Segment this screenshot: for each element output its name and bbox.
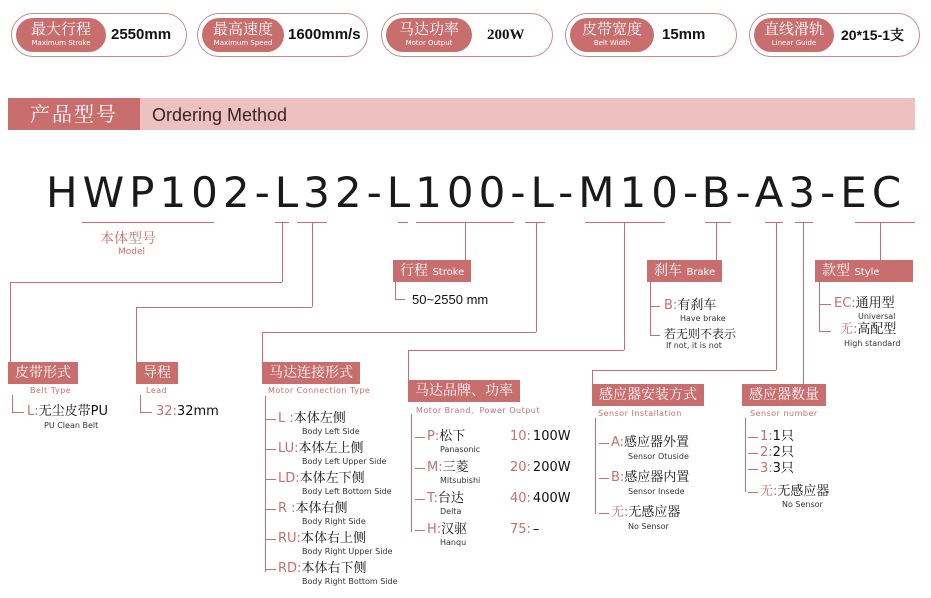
- connector-line: [650, 306, 660, 307]
- connector-line: [595, 418, 596, 514]
- connector-line: [819, 282, 820, 332]
- connector-line: [415, 468, 425, 469]
- option-value: 无尘皮带PU: [38, 404, 108, 419]
- connector-line: [140, 395, 141, 413]
- connector-line: [266, 419, 276, 420]
- option-value: 本体左侧: [293, 411, 346, 426]
- spec-value: 2550mm: [111, 26, 172, 43]
- spec-label-en: Linear Guide: [771, 39, 817, 47]
- connector-line: [282, 222, 283, 282]
- model-code: HWP102-L32-L100-L-M10-B-A3-EC: [46, 168, 907, 217]
- style-tag-en: Style: [854, 267, 880, 278]
- connector-line: [748, 469, 758, 470]
- spec-tag: [386, 18, 472, 52]
- sensor-num-tag: 感应器数量: [742, 384, 826, 406]
- connector-line: [880, 222, 881, 260]
- model-label: 本体型号: [100, 231, 156, 247]
- spec-pill-motor: [381, 13, 553, 57]
- style-tag: [815, 260, 913, 282]
- sensor-num-option-en: No Sensor: [782, 500, 823, 509]
- option-key: 20:: [510, 460, 531, 475]
- motor-brand-option-en: Delta: [440, 507, 462, 516]
- conn-option: [278, 441, 364, 457]
- connector-line: [136, 307, 312, 308]
- connector-line: [265, 396, 266, 572]
- style-option-ec-en: Universal: [858, 312, 896, 321]
- sensor-install-option: [611, 470, 689, 486]
- sensor-num-option: [760, 445, 794, 461]
- lead-tag-en: Lead: [146, 386, 168, 395]
- option-key: 2:: [760, 445, 773, 460]
- option-key: A:: [611, 435, 625, 450]
- motor-power-option: [510, 429, 571, 445]
- connector-line: [650, 282, 651, 336]
- brake-tag-en: Brake: [686, 267, 716, 278]
- conn-option: [278, 411, 346, 427]
- option-key: B:: [611, 470, 625, 485]
- option-key: 无:: [611, 505, 629, 520]
- spec-label: 最大行程: [30, 20, 91, 38]
- option-key: 1:: [760, 429, 773, 444]
- option-value: 松下: [439, 429, 466, 444]
- option-value: 2只: [772, 445, 794, 460]
- brake-tag: [647, 260, 722, 282]
- ordering-title: Ordering Method: [152, 105, 288, 125]
- stroke-range: 50~2550 mm: [412, 292, 489, 307]
- connector-line: [415, 437, 425, 438]
- spec-label-en: Maximum Stroke: [31, 39, 91, 47]
- option-value: 200W: [532, 460, 571, 475]
- spec-tag: [570, 18, 654, 52]
- connector-line: [12, 395, 13, 413]
- sensor-install-tag: 感应器安装方式: [592, 384, 704, 406]
- motor-brand-option-en: Hanqu: [440, 538, 467, 547]
- option-value: 1只: [772, 429, 794, 444]
- option-value: 本体左上侧: [298, 441, 364, 456]
- option-value: 100W: [532, 429, 571, 444]
- sensor-num-option: [760, 484, 829, 500]
- brake-tag-zh: 刹车: [654, 263, 682, 279]
- underline-motor-l: [525, 222, 545, 223]
- connector-line: [266, 569, 276, 570]
- option-key: RU:: [278, 531, 301, 546]
- motor-brand-option: [427, 460, 469, 476]
- connector-line: [262, 332, 263, 362]
- option-value: 感应器外置: [624, 435, 690, 450]
- option-key: H:: [427, 522, 442, 537]
- option-key: 无:: [760, 484, 778, 499]
- option-value: 本体右下侧: [301, 561, 367, 576]
- option-value: 本体右上侧: [300, 531, 366, 546]
- spec-tag: [754, 18, 834, 52]
- connector-line: [408, 350, 624, 351]
- spec-label: 直线滑轨: [763, 20, 824, 38]
- option-key: R :: [278, 501, 296, 516]
- spec-pill-stroke: [11, 13, 187, 57]
- connector-line: [592, 370, 776, 371]
- motor-brand-option: [427, 491, 464, 507]
- style-option-none: [840, 322, 896, 338]
- connector-line: [395, 299, 405, 300]
- spec-label-en: Belt Width: [593, 39, 631, 47]
- option-value: 无感应器: [777, 484, 830, 499]
- underline-style: [855, 222, 915, 223]
- connector-line: [716, 222, 717, 260]
- option-key: EC:: [834, 296, 856, 311]
- option-key: L :: [278, 411, 294, 426]
- model-label-en: Model: [118, 247, 146, 257]
- connector-line: [266, 449, 276, 450]
- belt-option: [27, 404, 108, 420]
- option-key: 3:: [760, 461, 773, 476]
- option-value: 无感应器: [628, 505, 681, 520]
- connector-line: [312, 222, 313, 307]
- option-value: 通用型: [855, 296, 895, 311]
- connector-line: [411, 414, 412, 532]
- sensor-install-option: [611, 505, 680, 521]
- sensor-install-option-en: Sensor Otuside: [628, 452, 689, 461]
- belt-option-en: PU Clean Belt: [44, 421, 99, 430]
- spec-pill-guide: [749, 13, 920, 57]
- stroke-tag: [393, 260, 471, 282]
- connector-line: [395, 282, 396, 300]
- brake-option-none-en: If not, it is not: [666, 341, 722, 350]
- style-option-ec: [834, 296, 895, 312]
- connector-line: [266, 479, 276, 480]
- option-key: LD:: [278, 471, 300, 486]
- conn-option: [278, 561, 366, 577]
- underline-sensor-3: [795, 222, 813, 223]
- sensor-install-tag-en: Sensor Installation: [598, 409, 682, 418]
- connector-line: [266, 509, 276, 510]
- motor-power-option: [510, 460, 571, 476]
- motor-brand-option-en: Mitsubishi: [440, 476, 481, 485]
- option-value: 有刹车: [677, 298, 717, 313]
- brake-option-none: 若无则不表示: [664, 327, 737, 341]
- conn-option-en: Body Left Side: [302, 427, 360, 436]
- conn-option-en: Body Left Bottom Side: [302, 487, 392, 496]
- belt-tag-en: Belt Type: [30, 386, 72, 395]
- connector-line: [262, 332, 536, 333]
- connector-line: [599, 478, 609, 479]
- motor-tag: 马达品牌、功率: [408, 380, 520, 402]
- option-key: M:: [427, 460, 443, 475]
- motor-brand-option: [427, 522, 467, 538]
- connector-line: [599, 513, 609, 514]
- connector-line: [624, 222, 625, 350]
- connector-line: [266, 539, 276, 540]
- option-value: 400W: [532, 491, 571, 506]
- motor-power-option: [510, 491, 571, 507]
- sensor-install-option: [611, 435, 689, 451]
- option-key: 32:: [156, 404, 177, 419]
- connector-line: [776, 222, 777, 370]
- spec-label-en: Motor Output: [405, 39, 453, 47]
- motor-power-option: [510, 522, 539, 538]
- connector-line: [415, 530, 425, 531]
- spec-value: 200W: [487, 27, 525, 43]
- sensor-num-option: [760, 429, 794, 445]
- conn-option: [278, 501, 348, 517]
- spec-pill-speed: [197, 13, 368, 57]
- option-key: 10:: [510, 429, 531, 444]
- connector-line: [12, 412, 24, 413]
- connector-line: [465, 222, 466, 260]
- ordering-bar: [8, 98, 915, 130]
- stroke-tag-zh: 行程: [400, 263, 428, 279]
- option-value: 汉驱: [441, 522, 468, 537]
- conn-option: [278, 471, 365, 487]
- brake-option-b: [664, 298, 716, 314]
- style-option-none-en: High standard: [844, 339, 901, 348]
- conn-option: [278, 531, 366, 547]
- spec-value: 15mm: [662, 26, 706, 43]
- spec-pill-belt: [565, 13, 737, 57]
- option-value: 32mm: [176, 404, 219, 419]
- conn-option-en: Body Right Upper Side: [302, 547, 393, 556]
- motor-tag-en: Motor Brand、Power Output: [416, 406, 541, 415]
- option-key: L:: [27, 404, 39, 419]
- underline-motor: [585, 222, 665, 223]
- connector-line: [803, 222, 804, 384]
- conn-tag-en: Motor Connection Type: [268, 386, 371, 395]
- sensor-num-option: [760, 461, 794, 477]
- conn-option-en: Body Right Side: [302, 517, 366, 526]
- option-value: 感应器内置: [624, 470, 690, 485]
- conn-option-en: Body Right Bottom Side: [302, 577, 398, 586]
- brake-option-b-en: Have brake: [680, 314, 726, 323]
- connector-line: [745, 418, 746, 492]
- conn-option-en: Body Left Upper Side: [302, 457, 387, 466]
- spec-value: 20*15-1支: [841, 27, 905, 43]
- option-key: 75:: [510, 522, 531, 537]
- connector-line: [599, 443, 609, 444]
- spec-tag: [16, 18, 106, 52]
- option-key: LU:: [278, 441, 299, 456]
- sensor-install-option-en: Sensor Insede: [628, 487, 685, 496]
- spec-value: 1600mm/s: [288, 26, 361, 43]
- connector-line: [408, 350, 409, 380]
- motor-brand-option: [427, 429, 465, 445]
- style-tag-zh: 款型: [822, 263, 850, 279]
- connector-line: [140, 412, 152, 413]
- connector-line: [748, 453, 758, 454]
- connector-line: [536, 222, 537, 332]
- sensor-num-tag-en: Sensor number: [750, 409, 818, 418]
- option-key: 40:: [510, 491, 531, 506]
- option-value: 高配型: [857, 322, 897, 337]
- spec-label-en: Maximum Speed: [213, 39, 273, 47]
- option-value: 三菱: [442, 460, 469, 475]
- spec-label: 皮带宽度: [581, 20, 642, 38]
- underline-brake: [705, 222, 731, 223]
- underline-sensor-a: [765, 222, 783, 223]
- sensor-install-option-en: No Sensor: [628, 522, 669, 531]
- option-key: P:: [427, 429, 440, 444]
- underline-conn: [398, 222, 408, 223]
- lead-tag: 导程: [136, 362, 178, 384]
- option-key: RD:: [278, 561, 302, 576]
- connector-line: [415, 499, 425, 500]
- connector-line: [819, 331, 831, 332]
- option-key: 无:: [840, 322, 858, 337]
- connector-line: [748, 492, 758, 493]
- spec-tag: [202, 18, 284, 52]
- option-value: 本体左下侧: [299, 471, 365, 486]
- spec-label: 马达功率: [398, 20, 459, 38]
- motor-brand-option-en: Panasonic: [440, 445, 481, 454]
- connector-line: [10, 282, 11, 362]
- conn-tag: 马达连接形式: [262, 362, 360, 384]
- ordering-tag: 产品型号: [8, 98, 140, 130]
- option-value: 本体右侧: [295, 501, 348, 516]
- option-value: –: [532, 522, 540, 537]
- belt-tag: 皮带形式: [8, 362, 78, 384]
- connector-line: [592, 370, 593, 384]
- spec-label: 最高速度: [212, 20, 273, 38]
- connector-line: [650, 335, 660, 336]
- option-key: T:: [427, 491, 438, 506]
- option-value: 台达: [437, 491, 464, 506]
- connector-line: [136, 307, 137, 362]
- underline-model: [82, 222, 214, 223]
- stroke-tag-en: Stroke: [432, 267, 465, 278]
- option-key: B:: [664, 298, 678, 313]
- connector-line: [10, 282, 282, 283]
- connector-line: [748, 437, 758, 438]
- option-value: 3只: [772, 461, 794, 476]
- lead-option: [156, 404, 219, 420]
- connector-line: [819, 304, 831, 305]
